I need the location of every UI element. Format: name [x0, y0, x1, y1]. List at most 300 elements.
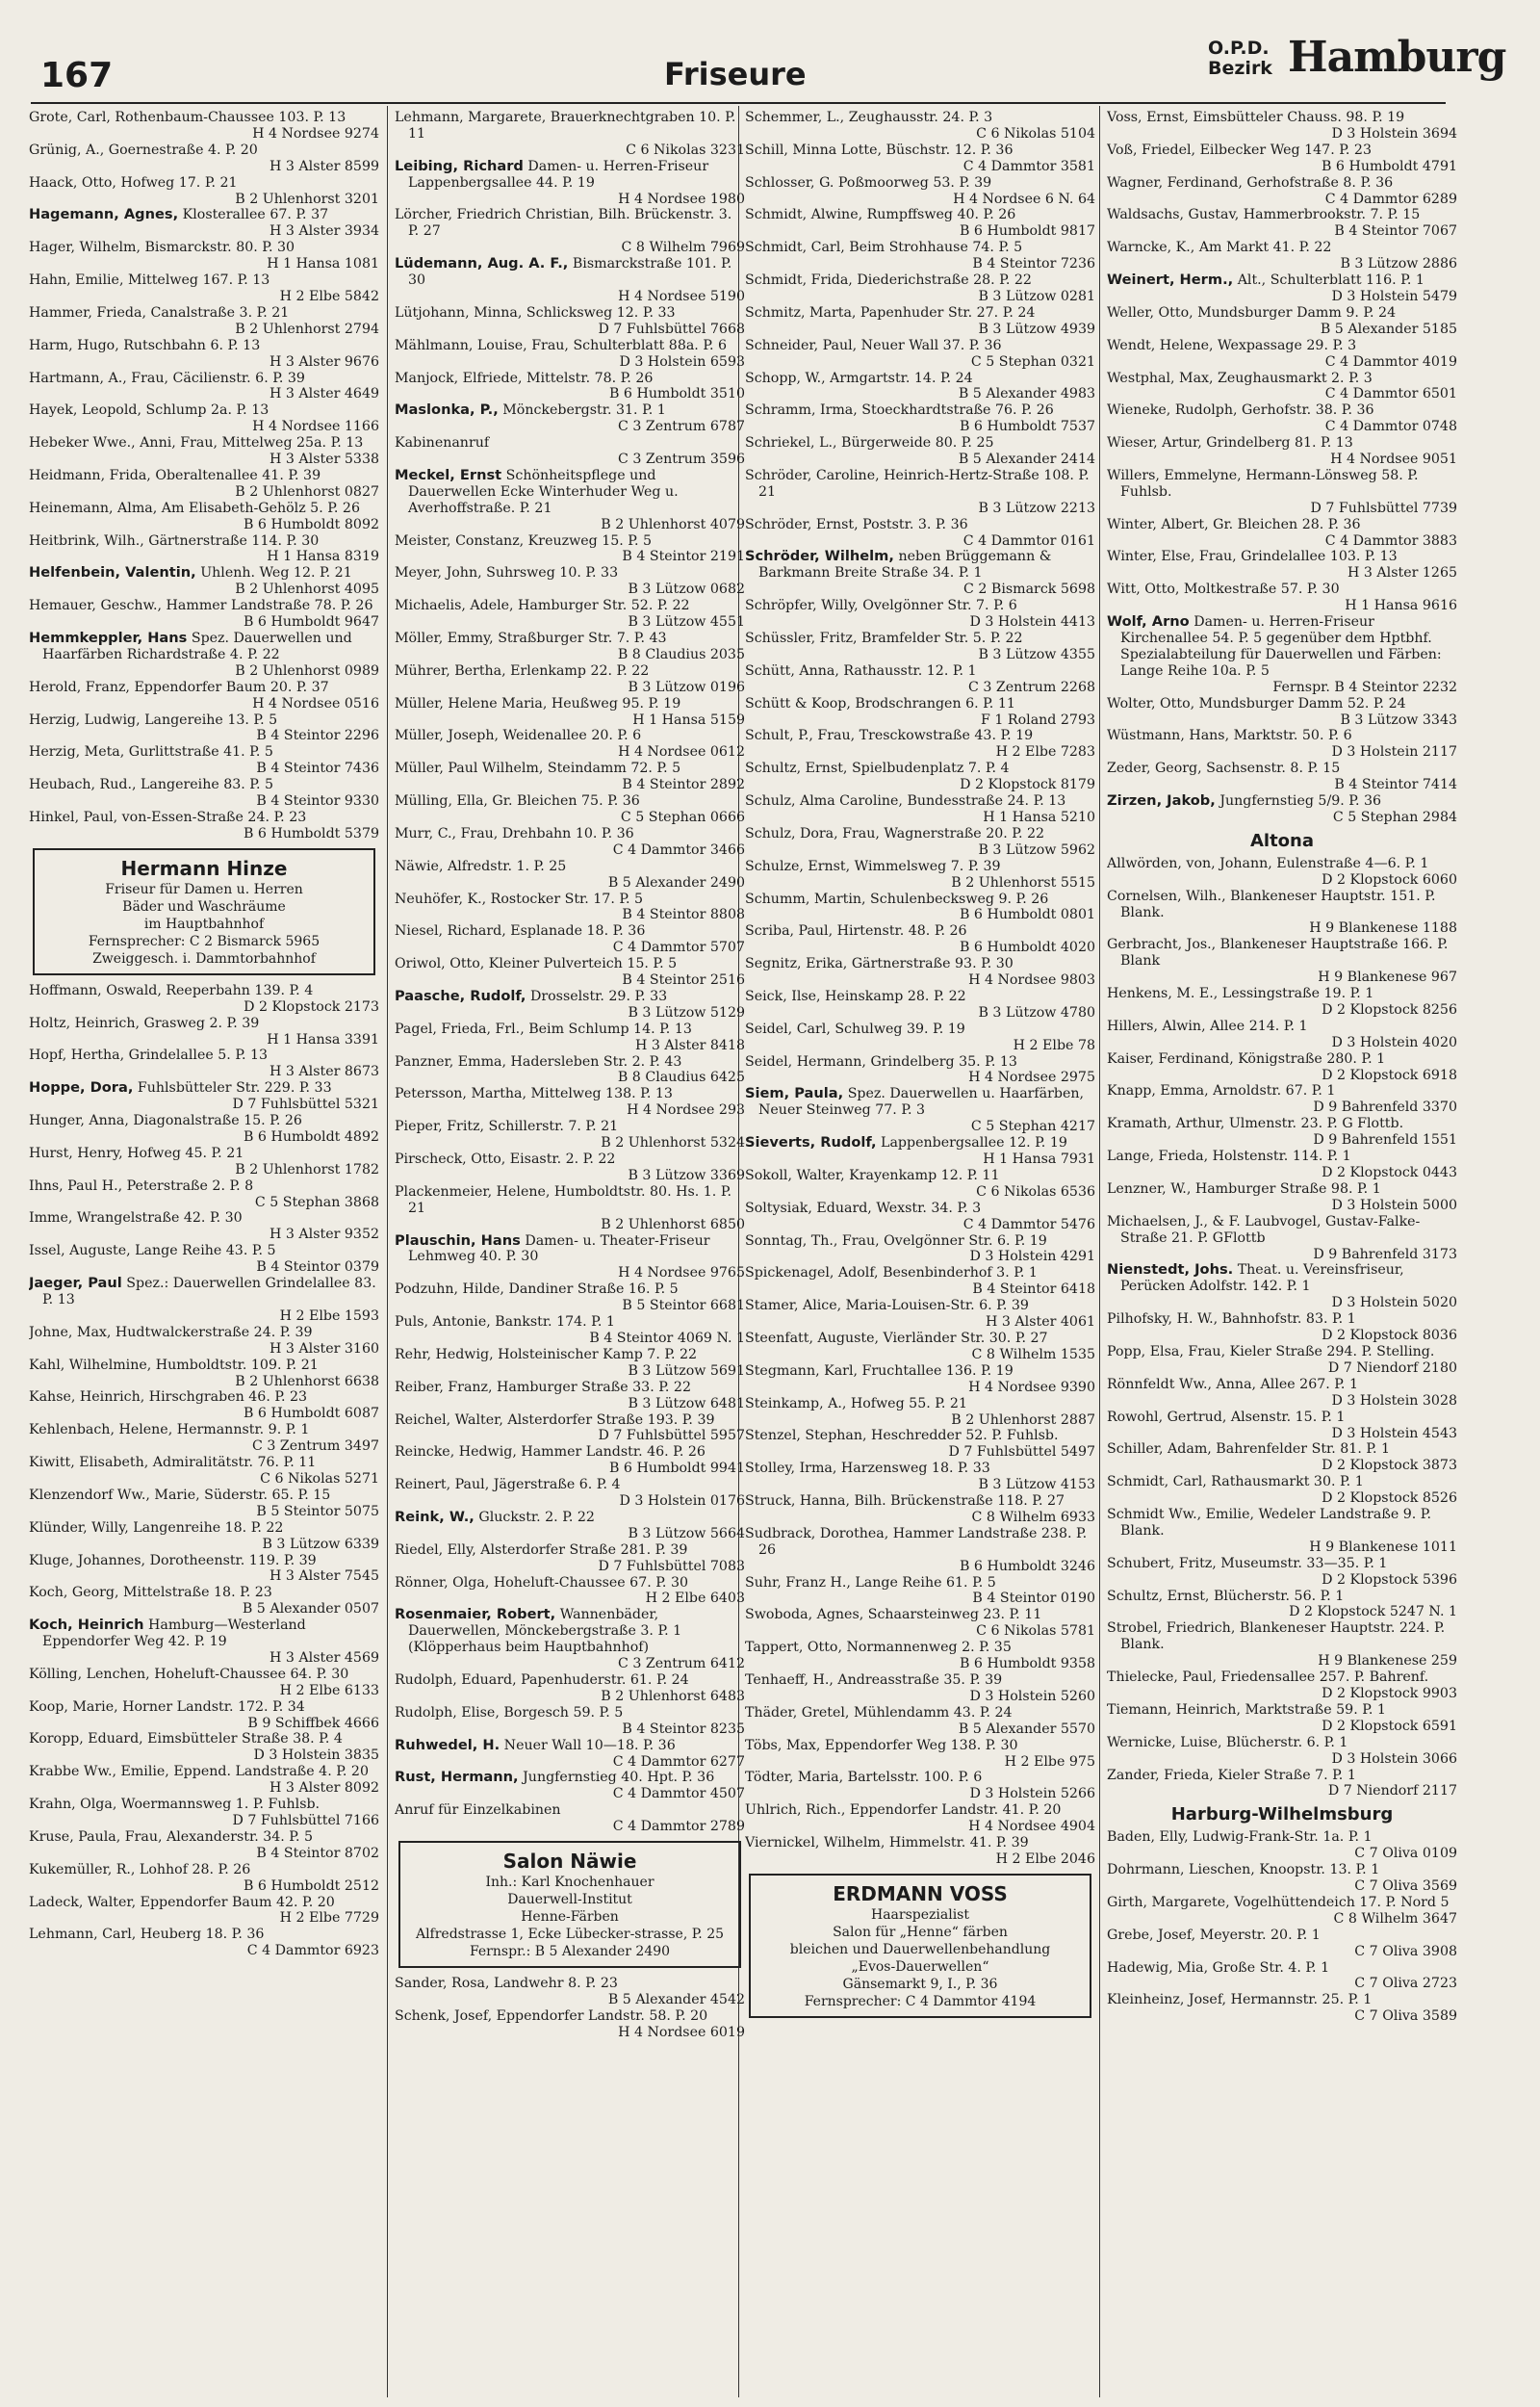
listing-phone: B 6 Humboldt 9647 [244, 614, 379, 631]
listing-text: Kleinheinz, Josef, Hermannstr. 25. P. 1 [1107, 1992, 1373, 2008]
listing-phone: D 2 Klopstock 8179 [960, 777, 1095, 793]
listing-phone: H 4 Nordsee 0612 [618, 744, 745, 761]
listing-text: Schill, Minna Lotte, Büschstr. 12. P. 36 [745, 142, 1014, 158]
listing-entry [29, 1048, 379, 1080]
column-divider [387, 106, 388, 2397]
listing-bold-name: Jaeger, Paul [29, 1275, 122, 1292]
listing-entry [29, 468, 379, 501]
listing-entry [745, 1396, 1095, 1429]
listing-phone: B 6 Humboldt 3510 [609, 386, 745, 402]
listing-entry [29, 1553, 379, 1586]
listing-entry [1107, 1895, 1457, 1928]
listing-text: Schopp, W., Armgartstr. 14. P. 24 [745, 370, 973, 386]
listing-entry [29, 1667, 379, 1699]
listing-entry [1107, 1344, 1457, 1377]
listing-entry [745, 1201, 1095, 1233]
listing-text: Schmidt Ww., Emilie, Wedeler Landstraße 9. P. Blank. [1107, 1507, 1431, 1539]
advertisement-line: Fernsprecher: C 2 Bismarck 5965 [88, 933, 321, 949]
listing-phone: H 1 Hansa 7931 [983, 1152, 1095, 1167]
listing-entry [29, 1389, 379, 1422]
listing-text: Schult, P., Frau, Tresckowstraße 43. P. 19 [745, 728, 1034, 744]
listing-phone: D 9 Bahrenfeld 1551 [1313, 1132, 1457, 1149]
listing-entry [745, 793, 1095, 826]
listing-entry [395, 468, 745, 533]
listing-entry [29, 142, 379, 175]
listing-entry [1107, 1181, 1457, 1214]
listing-phone: B 2 Uhlenhorst 4095 [235, 582, 379, 598]
listing-phone: C 4 Dammtor 2789 [612, 1819, 745, 1835]
advertisement-line: Dauerwell-Institut [507, 1892, 632, 1908]
listing-phone: C 7 Oliva 0109 [1354, 1846, 1457, 1862]
listing-entry [745, 175, 1095, 208]
listing-text: Reinert, Paul, Jägerstraße 6. P. 4 [395, 1477, 621, 1493]
listing-phone: H 2 Elbe 6403 [645, 1591, 745, 1607]
listing-phone: D 3 Holstein 5020 [1331, 1295, 1457, 1311]
listing-entry [1107, 272, 1457, 305]
listing-text: Manjock, Elfriede, Mittelstr. 78. P. 26 [395, 370, 654, 386]
listing-entry [395, 256, 745, 305]
listing-entry [745, 1461, 1095, 1493]
listing-text: Stenzel, Stephan, Heschredder 52. P. Fuhlsb. [745, 1428, 1059, 1444]
listing-text: Jungfernstieg 40. Hpt. P. 36 [523, 1770, 715, 1786]
listing-entry [1107, 1116, 1457, 1149]
listing-entry [29, 402, 379, 435]
listing-text: Kiwitt, Elisabeth, Admiralitätstr. 76. P. 11 [29, 1455, 317, 1471]
listing-phone: C 4 Dammtor 5707 [612, 940, 745, 956]
listing-bold-name: Zirzen, Jakob, [1107, 792, 1216, 810]
column-3 [745, 110, 1095, 2392]
listing-text: Grebe, Josef, Meyerstr. 20. P. 1 [1107, 1927, 1321, 1943]
listing-phone: D 2 Klopstock 5247 N. 1 [1289, 1604, 1457, 1620]
listing-entry [745, 1802, 1095, 1835]
listing-text: Anruf für Einzelkabinen [395, 1802, 561, 1819]
listing-phone: H 2 Elbe 7729 [279, 1910, 379, 1927]
listing-entry [1107, 142, 1457, 175]
listing-text: Rudolph, Eduard, Papenhuderstr. 61. P. 24 [395, 1672, 689, 1688]
listing-entry [395, 598, 745, 631]
listing-entry [395, 1314, 745, 1347]
listing-phone: B 4 Steintor 7436 [256, 761, 379, 777]
listing-entry [745, 402, 1095, 435]
listing-bold-name: Helfenbein, Valentin, [29, 564, 196, 582]
listing-phone: B 3 Lützow 0682 [628, 582, 745, 598]
listing-text: Reichel, Walter, Alsterdorfer Straße 193. P. 39 [395, 1411, 715, 1428]
advertisement-line: bleichen und Dauerwellenbehandlung [789, 1941, 1051, 1957]
listing-entry [745, 142, 1095, 175]
listing-text: Kruse, Paula, Frau, Alexanderstr. 34. P. 5 [29, 1828, 314, 1845]
listing-entry [395, 533, 745, 566]
listing-phone: H 9 Blankenese 1188 [1309, 920, 1457, 937]
listing-text: Swoboda, Agnes, Schaarsteinweg 23. P. 11 [745, 1607, 1042, 1623]
listing-text: Schütt & Koop, Brodschrangen 6. P. 11 [745, 695, 1015, 712]
listing-entry [395, 1477, 745, 1510]
listing-phone: H 1 Hansa 8319 [267, 549, 379, 565]
listing-entry [1107, 549, 1457, 582]
listing-phone: B 4 Steintor 0379 [256, 1259, 379, 1276]
listing-entry [745, 1135, 1095, 1168]
listing-entry [395, 338, 745, 371]
listing-bold-name: Wolf, Arno [1107, 613, 1190, 631]
listing-phone: D 3 Holstein 4413 [969, 614, 1095, 631]
listing-phone: B 2 Uhlenhorst 2887 [951, 1411, 1095, 1428]
listing-phone: B 4 Steintor 7414 [1334, 777, 1457, 793]
listing-phone: H 4 Nordsee 1166 [252, 419, 379, 435]
listing-phone: B 3 Lützow 4780 [978, 1004, 1095, 1021]
listing-entry [1107, 1214, 1457, 1263]
listing-entry [29, 1080, 379, 1113]
listing-entry [395, 305, 745, 338]
listing-entry [1107, 1441, 1457, 1474]
listing-entry [29, 1325, 379, 1358]
listing-entry [395, 1022, 745, 1054]
listing-text: Heidmann, Frida, Oberaltenallee 41. P. 39 [29, 467, 321, 483]
listing-phone: C 3 Zentrum 6787 [618, 419, 745, 435]
advertisement-line: Gänsemarkt 9, I., P. 36 [842, 1976, 998, 1992]
listing-text: Wieser, Artur, Grindelberg 81. P. 13 [1107, 435, 1353, 452]
listing-entry [395, 826, 745, 859]
listing-text: Müller, Paul Wilhelm, Steindamm 72. P. 5 [395, 761, 681, 777]
listing-entry [745, 1428, 1095, 1461]
listing-phone: C 7 Oliva 3908 [1354, 1943, 1457, 1959]
listing-phone: D 7 Fuhlsbüttel 7083 [598, 1558, 745, 1574]
listing-phone: D 2 Klopstock 8036 [1322, 1328, 1457, 1344]
listing-entry [29, 1276, 379, 1325]
listing-entry [1107, 1474, 1457, 1507]
listing-text: Grünig, A., Goernestraße 4. P. 20 [29, 142, 258, 158]
listing-entry [1107, 1083, 1457, 1116]
listing-text: Oriwol, Otto, Kleiner Pulverteich 15. P. 5 [395, 956, 678, 972]
listing-phone: B 3 Lützow 3343 [1340, 712, 1457, 728]
listing-text: Voß, Friedel, Eilbecker Weg 147. P. 23 [1107, 142, 1372, 158]
listing-entry [1107, 371, 1457, 403]
listing-phone: D 9 Bahrenfeld 3370 [1313, 1100, 1457, 1116]
listing-entry [395, 892, 745, 924]
listing-phone: H 4 Nordsee 4904 [968, 1819, 1095, 1835]
listing-phone: B 3 Lützow 3369 [628, 1167, 745, 1183]
column-1 [29, 110, 379, 2392]
listing-entry [1107, 793, 1457, 826]
listing-text: Sudbrack, Dorothea, Hammer Landstraße 238. P. 26 [745, 1525, 1088, 1558]
listing-phone: C 8 Wilhelm 3647 [1333, 1910, 1457, 1927]
listing-phone: B 5 Alexander 2414 [958, 452, 1095, 468]
listing-entry [745, 305, 1095, 338]
listing-text: Heitbrink, Wilh., Gärtnerstraße 114. P. 30 [29, 532, 320, 549]
listing-phone: D 2 Klopstock 6918 [1322, 1067, 1457, 1083]
listing-text: Uhlrich, Rich., Eppendorfer Landstr. 41. P. 20 [745, 1802, 1062, 1819]
listing-phone: D 7 Fuhlsbüttel 5957 [598, 1428, 745, 1444]
listing-text: Schmitz, Marta, Papenhuder Str. 27. P. 24 [745, 304, 1036, 321]
listing-entry [29, 1862, 379, 1895]
listing-entry [29, 1243, 379, 1276]
listing-text: Winter, Albert, Gr. Bleichen 28. P. 36 [1107, 516, 1361, 532]
listing-entry [29, 1422, 379, 1455]
advertisement-line: Fernsprecher: C 4 Dammtor 4194 [804, 1993, 1037, 2009]
district-heading: Altona [1249, 830, 1315, 851]
advertisement-line: im Hauptbahnhof [143, 916, 265, 932]
listing-text: Witt, Otto, Moltkestraße 57. P. 30 [1107, 582, 1340, 598]
listing-phone: H 2 Elbe 5842 [279, 288, 379, 304]
listing-entry [29, 1113, 379, 1146]
listing-text: Soltysiak, Eduard, Wexstr. 34. P. 3 [745, 1200, 982, 1216]
listing-phone: H 3 Alster 8673 [270, 1064, 379, 1080]
listing-text: Plackenmeier, Helene, Humboldtstr. 80. Hs. 1. P. 21 [395, 1183, 732, 1216]
listing-entry [395, 761, 745, 793]
listing-entry [395, 1380, 745, 1412]
listing-entry [745, 826, 1095, 859]
listing-text: Schenk, Josef, Eppendorfer Landstr. 58. P. 20 [395, 2007, 708, 2024]
listing-entry [29, 1731, 379, 1764]
listing-phone: B 5 Alexander 2490 [607, 874, 745, 891]
listing-phone: D 7 Fuhlsbüttel 7739 [1310, 500, 1457, 516]
listing-text: Fuhlsbütteler Str. 229. P. 33 [137, 1080, 332, 1097]
listing-entry [1107, 1589, 1457, 1621]
listing-text: Schröder, Ernst, Poststr. 3. P. 36 [745, 516, 968, 532]
listing-entry [29, 810, 379, 842]
listing-entry [29, 272, 379, 305]
listing-entry [1107, 937, 1457, 986]
listing-text: Podzuhn, Hilde, Dandiner Straße 16. P. 5 [395, 1281, 679, 1298]
listing-phone: C 4 Dammtor 6501 [1324, 386, 1457, 402]
listing-text: Hinkel, Paul, von-Essen-Straße 24. P. 23 [29, 809, 307, 825]
listing-bold-name: Weinert, Herm., [1107, 272, 1234, 289]
listing-entry [29, 1455, 379, 1488]
listing-phone: D 2 Klopstock 9903 [1322, 1686, 1457, 1701]
listing-text: Rönnfeldt Ww., Anna, Allee 267. P. 1 [1107, 1376, 1358, 1392]
listing-phone: D 3 Holstein 5479 [1331, 288, 1457, 304]
listing-text: Lappenbergsallee 12. P. 19 [881, 1135, 1067, 1152]
listing-entry [29, 207, 379, 240]
listing-text: Rehr, Hedwig, Holsteinischer Kamp 7. P. 22 [395, 1346, 698, 1362]
listing-text: Westphal, Max, Zeughausmarkt 2. P. 3 [1107, 370, 1373, 386]
listing-text: neben Brüggemann & Barkmann Breite Straße 34. P. 1 [758, 549, 1052, 582]
listing-entry [745, 1493, 1095, 1526]
listing-entry [1107, 110, 1457, 142]
listing-entry [1107, 1960, 1457, 1993]
listing-phone: C 4 Dammtor 4019 [1324, 353, 1457, 370]
listing-entry [395, 1086, 745, 1119]
listing-text: Knapp, Emma, Arnoldstr. 67. P. 1 [1107, 1083, 1336, 1100]
listing-text: Schiller, Adam, Bahrenfelder Str. 81. P. 1 [1107, 1441, 1391, 1458]
listing-phone: B 3 Lützow 0196 [628, 679, 745, 695]
listing-phone: H 2 Elbe 975 [1004, 1753, 1095, 1770]
listing-text: Töbs, Max, Eppendorfer Weg 138. P. 30 [745, 1737, 1018, 1753]
listing-entry [29, 744, 379, 777]
listing-text: Lütjohann, Minna, Schlicksweg 12. P. 33 [395, 304, 676, 321]
listing-text: Wüstmann, Hans, Marktstr. 50. P. 6 [1107, 728, 1352, 744]
listing-entry [1107, 889, 1457, 938]
listing-entry [395, 565, 745, 598]
listing-entry [395, 1119, 745, 1152]
advertisement-box [749, 1874, 1091, 2018]
listing-entry [745, 663, 1095, 696]
listing-phone: H 2 Elbe 6133 [279, 1682, 379, 1698]
listing-text: Thielecke, Paul, Friedensallee 257. P. Bahrenf. [1107, 1669, 1429, 1686]
listing-text: Willers, Emmelyne, Hermann-Lönsweg 58. P. Fuhlsb. [1107, 467, 1419, 500]
listing-text: Gerbracht, Jos., Blankeneser Hauptstraße 166. P. Blank [1107, 937, 1449, 970]
listing-entry [395, 1607, 745, 1672]
listing-phone: D 7 Fuhlsbüttel 5497 [948, 1444, 1095, 1461]
listing-phone: D 7 Fuhlsbüttel 7166 [232, 1813, 379, 1828]
listing-entry [29, 565, 379, 598]
listing-entry [1107, 1992, 1457, 2025]
listing-phone: B 5 Steintor 5075 [256, 1503, 379, 1519]
listing-entry [745, 371, 1095, 403]
listing-phone: B 6 Humboldt 4020 [960, 940, 1095, 956]
listing-text: Kukemüller, R., Lohhof 28. P. 26 [29, 1861, 251, 1877]
listing-entry [745, 923, 1095, 956]
listing-phone: H 3 Alster 5338 [270, 452, 379, 468]
listing-text: Krabbe Ww., Emilie, Eppend. Landstraße 4. P. 20 [29, 1764, 369, 1780]
listing-phone: D 2 Klopstock 6591 [1322, 1718, 1457, 1734]
listing-entry [395, 110, 745, 159]
listing-text: Hunger, Anna, Diagonalstraße 15. P. 26 [29, 1113, 302, 1129]
listing-bold-name: Reink, W., [395, 1508, 475, 1525]
listing-text: Stegmann, Karl, Fruchtallee 136. P. 19 [745, 1362, 1014, 1379]
listing-entry [745, 110, 1095, 142]
listing-phone: C 5 Stephan 4217 [970, 1119, 1095, 1135]
listing-phone: B 3 Lützow 4355 [978, 646, 1095, 662]
listing-phone: D 2 Klopstock 2173 [244, 998, 379, 1015]
listing-phone: C 8 Wilhelm 1535 [971, 1346, 1095, 1362]
listing-phone: C 7 Oliva 3589 [1354, 2008, 1457, 2025]
listing-text: Hahn, Emilie, Mittelweg 167. P. 13 [29, 272, 270, 289]
listing-text: Pirscheck, Otto, Eisastr. 2. P. 22 [395, 1152, 616, 1167]
listing-entry [395, 207, 745, 256]
listing-entry [29, 1764, 379, 1797]
listing-entry [1107, 614, 1457, 696]
listing-text: Puls, Antonie, Bankstr. 174. P. 1 [395, 1314, 615, 1331]
listing-entry [745, 240, 1095, 272]
listing-text: Viernickel, Wilhelm, Himmelstr. 41. P. 39 [745, 1835, 1029, 1851]
listing-text: Wieneke, Rudolph, Gerhofstr. 38. P. 36 [1107, 402, 1374, 419]
advertisement-line: Salon für „Henne“ färben [833, 1924, 1008, 1940]
listing-phone: B 6 Humboldt 0801 [960, 907, 1095, 923]
listing-text: Bismarckstraße 101. P. 30 [408, 256, 732, 289]
listing-phone: B 4 Steintor 6418 [972, 1281, 1095, 1298]
listing-text: Steinkamp, A., Hofweg 55. P. 21 [745, 1395, 967, 1411]
listing-entry [395, 956, 745, 989]
listing-phone: D 3 Holstein 3835 [253, 1747, 379, 1764]
listing-text: Allwörden, von, Johann, Eulenstraße 4—6. P. 1 [1107, 855, 1429, 871]
listing-phone: C 4 Dammtor 3466 [612, 841, 745, 858]
listing-text: Koropp, Eduard, Eimsbütteler Straße 38. P. 4 [29, 1731, 343, 1747]
listing-entry [1107, 468, 1457, 517]
listing-entry [1107, 207, 1457, 240]
listing-entry [745, 338, 1095, 371]
listing-phone: H 4 Nordsee 9765 [618, 1265, 745, 1281]
district-label [1208, 39, 1272, 79]
listing-phone: B 4 Steintor 8235 [622, 1721, 745, 1737]
listing-phone: H 4 Nordsee 5190 [618, 288, 745, 304]
listing-phone: C 4 Dammtor 0161 [962, 532, 1095, 549]
advertisement-line: Salon Näwie [502, 1850, 637, 1874]
listing-bold-name: Schröder, Wilhelm, [745, 548, 894, 565]
listing-phone: B 6 Humboldt 4791 [1322, 158, 1457, 174]
listing-phone: C 4 Dammtor 6289 [1324, 191, 1457, 207]
listing-entry [29, 1829, 379, 1862]
listing-phone: D 9 Bahrenfeld 3173 [1313, 1246, 1457, 1262]
listing-phone: B 2 Uhlenhorst 0827 [235, 483, 379, 500]
listing-entry [29, 110, 379, 142]
listing-text: Imme, Wrangelstraße 42. P. 30 [29, 1210, 243, 1227]
listing-phone: B 4 Steintor 4069 N. 1 [589, 1330, 745, 1346]
listing-entry [395, 371, 745, 403]
listing-text: Segnitz, Erika, Gärtnerstraße 93. P. 30 [745, 956, 1014, 972]
listing-text: Kabinenanruf [395, 435, 490, 452]
listing-text: Hebeker Wwe., Anni, Frau, Mittelweg 25a. P. 13 [29, 435, 364, 452]
listing-entry [1107, 1702, 1457, 1735]
listing-text: Schumm, Martin, Schulenbecksweg 9. P. 26 [745, 891, 1049, 907]
listing-phone: B 5 Alexander 5185 [1320, 321, 1457, 337]
listing-phone: C 7 Oliva 2723 [1354, 1976, 1457, 1992]
listing-phone: C 5 Stephan 3868 [254, 1194, 379, 1210]
listing-text: Lange, Frieda, Holstenstr. 114. P. 1 [1107, 1149, 1351, 1165]
advertisement-line: Inh.: Karl Knochenhauer [485, 1875, 654, 1891]
listing-phone: H 3 Alster 4061 [986, 1314, 1095, 1331]
listing-phone: H 3 Alster 8418 [635, 1037, 745, 1053]
listing-phone: B 3 Lützow 2886 [1340, 256, 1457, 272]
listing-text: Koch, Georg, Mittelstraße 18. P. 23 [29, 1585, 272, 1601]
listing-entry [1107, 1928, 1457, 1960]
listing-phone: B 6 Humboldt 8092 [244, 516, 379, 532]
listing-phone: B 4 Steintor 8702 [256, 1845, 379, 1861]
listing-text: Schütt, Anna, Rathausstr. 12. P. 1 [745, 662, 977, 679]
listing-phone: H 1 Hansa 5159 [632, 712, 745, 728]
listing-entry [1107, 175, 1457, 208]
listing-phone: H 4 Nordsee 9390 [968, 1379, 1095, 1395]
listing-bold-name: Nienstedt, Johs. [1107, 1261, 1234, 1279]
listing-entry [745, 761, 1095, 793]
listing-entry [745, 1738, 1095, 1771]
listing-text: Hager, Wilhelm, Bismarckstr. 80. P. 30 [29, 240, 295, 256]
listing-entry [395, 793, 745, 826]
listing-text: Lehmann, Margarete, Brauerknechtgraben 10. P. 11 [395, 110, 736, 142]
listing-text: Hadewig, Mia, Große Str. 4. P. 1 [1107, 1959, 1330, 1976]
listing-phone: B 2 Uhlenhorst 6638 [235, 1373, 379, 1389]
listing-text: Murr, C., Frau, Drehbahn 10. P. 36 [395, 825, 634, 841]
listing-phone: B 3 Lützow 5129 [628, 1004, 745, 1021]
listing-text: Panzner, Emma, Hadersleben Str. 2. P. 43 [395, 1053, 682, 1070]
listing-entry [1107, 1019, 1457, 1051]
listing-text: Schulze, Ernst, Wimmelsweg 7. P. 39 [745, 858, 1001, 874]
listing-phone: C 6 Nikolas 5271 [260, 1470, 379, 1487]
listing-entry [395, 1802, 745, 1835]
header-rule [31, 102, 1446, 104]
listing-text: Gluckstr. 2. P. 22 [478, 1509, 595, 1525]
listing-text: Theat. u. Vereinsfriseur, Perücken Adolfstr. 142. P. 1 [1120, 1262, 1404, 1295]
listing-entry [395, 1184, 745, 1233]
listing-text: Stolley, Irma, Harzensweg 18. P. 33 [745, 1461, 990, 1477]
listing-entry [395, 728, 745, 761]
listing-phone: C 4 Dammtor 4507 [612, 1786, 745, 1802]
listing-text: Lenzner, W., Hamburger Straße 98. P. 1 [1107, 1180, 1381, 1197]
listing-phone: H 4 Nordsee 2975 [968, 1070, 1095, 1086]
listing-phone: B 3 Lützow 6481 [628, 1395, 745, 1411]
listing-phone: D 3 Holstein 3694 [1331, 125, 1457, 142]
listing-entry [1107, 435, 1457, 468]
listing-phone: B 6 Humboldt 9817 [960, 223, 1095, 240]
listing-text: Seidel, Hermann, Grindelberg 35. P. 13 [745, 1053, 1017, 1070]
listing-phone: C 4 Dammtor 6277 [612, 1753, 745, 1770]
listing-text: Voss, Ernst, Eimsbütteler Chauss. 98. P. 19 [1107, 110, 1405, 125]
listing-entry [1107, 761, 1457, 793]
listing-entry [1107, 1262, 1457, 1311]
bezirk-label: Bezirk [1208, 58, 1272, 79]
listing-phone: H 4 Nordsee 1980 [618, 191, 745, 207]
advertisement-line: Henne-Färben [521, 1909, 619, 1926]
listing-text: Rudolph, Elise, Borgesch 59. P. 5 [395, 1704, 624, 1721]
listing-text: Popp, Elsa, Frau, Kieler Straße 294. P. Stelling. [1107, 1343, 1435, 1359]
